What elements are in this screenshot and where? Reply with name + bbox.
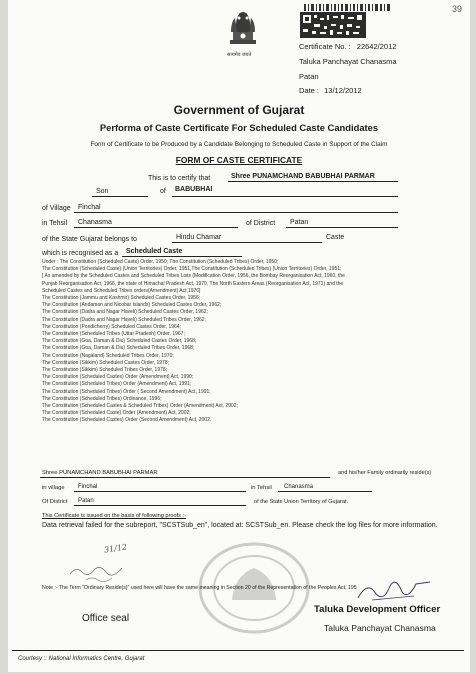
father-name: BABUBHAI — [175, 186, 213, 193]
footer-courtesy: Courtesy :: National Informatics Centre, Gujarat — [18, 656, 145, 662]
constitution-order-line: The Constitution (Dadra and Nagar Haveli) Scheduled Castes Order, 1962; — [42, 309, 208, 316]
tehsil-underline — [74, 227, 238, 228]
residence-village-label: in village — [42, 485, 65, 491]
constitution-order-line: The Constitution (Goa, Daman & Diu) Scheduled Tribes Order, 1968; — [42, 345, 195, 352]
certificate-number: 22642/2012 — [356, 42, 397, 51]
issuing-office: Taluka Panchayat Chanasma — [299, 57, 397, 66]
office-seal-label: Office seal — [82, 613, 130, 624]
residence-name: Shree PUNAMCHAND BABUBHAI PARMAR — [42, 470, 158, 476]
certificate-number-row — [299, 42, 396, 51]
constitution-order-line: The Constitution (Nagaland) Scheduled Tribes Order, 1970; — [42, 352, 174, 359]
constitution-order-line: The Constitution (Scheduled Tribes (Uttar Pradesh) Order, 1967; — [42, 331, 185, 338]
residence-state-note: of the State Union Territory of Gujarat. — [254, 499, 349, 505]
relation: Son — [96, 188, 109, 195]
handwritten-scribble-icon — [66, 550, 156, 584]
tehsil-value: Chanasma — [78, 219, 112, 226]
constitution-orders-list — [42, 259, 452, 425]
constitution-order-line: [ As amended by the Scheduled Castes and Scheduled Tribes Lists (Modification Order, 1956, the Bombay Reorganisation Act, 1960, the — [42, 273, 345, 280]
constitution-order-line: Under : The Constitution (Scheduled Caste) Order, 1950; The Constitution (Scheduled Tribes) Order, 1950; — [42, 259, 279, 265]
constitution-order-line: The Constitution (Sikkim) Scheduled Tribes Order, 1978; — [42, 367, 168, 374]
relation-underline — [92, 196, 148, 197]
issuing-place: Patan — [299, 72, 319, 81]
page-number: 39 — [452, 4, 463, 14]
issue-date: 13/12/2012 — [324, 86, 362, 95]
district-value: Patan — [290, 219, 309, 226]
issue-date-label: Date : — [299, 86, 320, 95]
residence-village-underline — [74, 491, 246, 492]
tehsil-label: in Tehsil — [42, 220, 68, 227]
residence-name-underline — [40, 477, 330, 478]
residence-tehsil: Chanasma — [284, 484, 314, 490]
caste-name: Hindu Chamar — [176, 234, 222, 241]
constitution-order-line: The Constitution (Andaman and Nicobar Islands) Scheduled Castes Order, 1962; — [42, 302, 222, 309]
village-label: of Village — [42, 205, 71, 212]
caste-label: Caste — [326, 234, 345, 241]
state-emblem-icon — [226, 6, 260, 50]
candidate-name: Shree PUNAMCHAND BABUBHAI PARMAR — [231, 173, 375, 180]
constitution-order-line: The Constitution (Scheduled Caste) Order (Amendment) Act, 2002; — [42, 410, 191, 417]
form-note: Form of Certificate to be Produced by a Candidate Belonging to Scheduled Caste in Support of the Claim — [90, 141, 388, 148]
emblem-caption: सत्यमेव जयते — [227, 52, 252, 58]
category-underline — [122, 256, 242, 257]
recognised-label: which is recognised as a — [42, 250, 119, 257]
constitution-order-line: The Constitution (Goa, Daman & Diu) Scheduled Castes Order, 1968; — [42, 338, 197, 345]
constitution-order-line: The Constitution (Scheduled Tribes) Ordinance, 1996; — [42, 395, 162, 402]
village-value: Finchal — [78, 204, 101, 211]
certify-label: This is to certify that — [148, 175, 211, 182]
form-heading: FORM OF CASTE CERTIFICATE — [175, 155, 303, 165]
candidate-name-underline — [228, 181, 398, 182]
residence-tehsil-underline — [278, 491, 372, 492]
constitution-order-line: The Constitution (Scheduled Castes) Order (Second Amendment) Act, 2002. — [42, 417, 212, 424]
family-note: and his/her Family ordinarily reside(s) — [338, 470, 432, 476]
father-name-underline — [172, 196, 398, 197]
district-underline — [286, 227, 398, 228]
residence-tehsil-label: in Tehsil — [251, 485, 272, 491]
certificate-page — [8, 0, 470, 672]
constitution-order-line: Punjab Reorganisation Act, 1966, the state of Himachal Pradesh Act, 1970, The North Eastern Areas (Reorganisation Act, 1971) and the — [42, 280, 344, 287]
government-title: Government of Gujarat — [173, 103, 305, 117]
signatory-office: Taluka Panchayat Chanasma — [324, 623, 436, 633]
district-label: of District — [246, 220, 276, 227]
residence-district-label: Of District — [42, 499, 68, 505]
subreport-error-message: Data retrieval failed for the subreport, "SCSTSub_en", located at: SCSTSub_en. Please check the log files for more information. — [42, 522, 438, 529]
residence-district-underline — [74, 505, 246, 506]
constitution-order-line: The Constitution (Scheduled Castes) Order (Amendment) Act, 1990; — [42, 374, 194, 381]
signatory-title: Taluka Development Officer — [314, 604, 441, 615]
constitution-order-line: The Constitution (Dadra and Nagar Haveli) Scheduled Tribes Order, 1962; — [42, 316, 206, 323]
proof-basis-note: This Certificate is issued on the basis of following proofs :- — [42, 513, 186, 519]
footer-rule — [12, 650, 464, 651]
issue-date-row — [299, 86, 362, 95]
constitution-order-line: The Constitution (Pondicherry) Scheduled Castes Order, 1964; — [42, 323, 181, 330]
performa-title: Performa of Caste Certificate For Scheduled Caste Candidates — [99, 122, 379, 133]
certificate-number-label: Certificate No. : — [299, 42, 351, 51]
constitution-order-line: The Constitution (Scheduled Tribes) Order (Amendment) Act, 1991; — [42, 381, 192, 388]
residence-village: Finchal — [78, 484, 98, 490]
state-label: of the State Gujarat belongs to — [42, 236, 137, 243]
constitution-order-line: The Constitution (Scheduled Tribes) Order ( Second Amendment) Act, 1991; — [42, 388, 211, 395]
constitution-order-line: The Constitution (Scheduled Castes & Scheduled Tribes) Order (Amendment) Act, 2002; — [42, 403, 238, 410]
category-value: Scheduled Caste — [126, 248, 183, 255]
ordinary-reside-note: Note :- The Term "Ordinary Reside(s)" used here will have the same meaning in Section 20 of the Representation of the Peoples Act, 195 — [42, 585, 357, 591]
constitution-order-line: Scheduled Castes and Scheduled Tribes orders(Amendment) Act,1976] — [42, 287, 201, 294]
constitution-order-line: The Constitution (Scheduled Caste) (Union Territories) Order, 1951,The Constitution (Scheduled Tribes) (Union Territories) Order, 1951; — [42, 266, 342, 273]
constitution-order-line: The Constitution (Jammu and Kashmir) Scheduled Castes Order, 1956; — [42, 295, 201, 302]
caste-name-underline — [172, 242, 322, 243]
constitution-order-line: The Constitution (Sikkim) Scheduled Castes Order, 1978; — [42, 359, 170, 366]
qr-code — [300, 12, 366, 38]
of-label: of — [160, 188, 166, 195]
residence-district: Patan — [78, 498, 94, 504]
officer-signature-icon — [354, 574, 434, 604]
village-underline — [74, 212, 398, 213]
handwritten-date: 31/12 — [103, 542, 128, 555]
